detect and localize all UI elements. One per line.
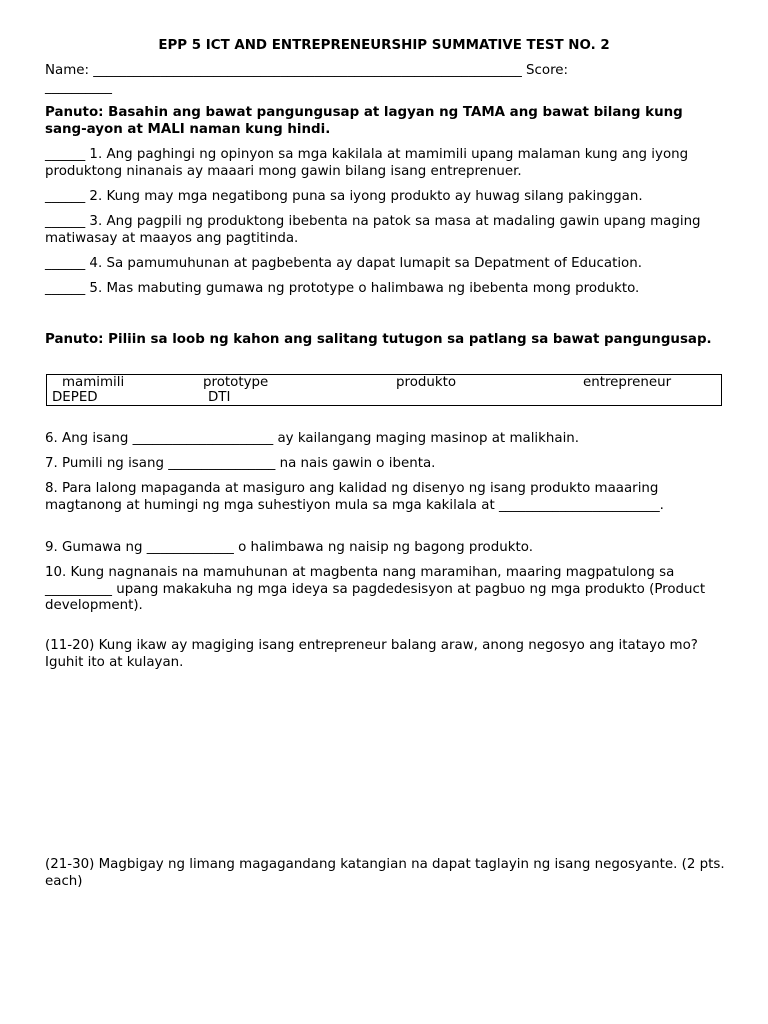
- word-entrepreneur: entrepreneur: [583, 375, 672, 390]
- tf-item-2: ______ 2. Kung may mga negatibong puna sa iyong produkto ay huwag silang pakinggan.: [45, 189, 643, 204]
- tf-item-1: ______ 1. Ang paghingi ng opinyon sa mga kakilala at mamimili upang malaman kung ang iyong produktong ninanais ay maaari mong gawin bilang isang entreprenuer.: [45, 147, 689, 179]
- fill-item-10: 10. Kung nagnanais na mamuhunan at magbenta nang maramihan, maaring magpatulong sa __________ upang makakuha ng mga ideya sa pagdedesisyon at pagbuo ng mga produkto (Product development).: [45, 565, 706, 613]
- word-dti: DTI: [208, 390, 231, 405]
- part2-instruction: Panuto: Piliin sa loob ng kahon ang salitang tutugon sa patlang sa bawat pangungusap.: [45, 332, 712, 347]
- word-deped: DEPED: [52, 390, 98, 405]
- page-title: EPP 5 ICT AND ENTREPRENEURSHIP SUMMATIVE TEST NO. 2: [158, 38, 610, 53]
- fill-item-9: 9. Gumawa ng _____________ o halimbawa ng naisip ng bagong produkto.: [45, 540, 533, 555]
- score-blank: __________: [45, 80, 112, 95]
- name-score-line: Name: ________________________________________________________________ Score:: [45, 63, 569, 78]
- word-mamimili: mamimili: [62, 375, 125, 390]
- tf-item-5: ______ 5. Mas mabuting gumawa ng prototype o halimbawa ng ibebenta mong produkto.: [45, 281, 640, 296]
- fill-item-7: 7. Pumili ng isang ________________ na nais gawin o ibenta.: [45, 456, 436, 471]
- part1-instruction: Panuto: Basahin ang bawat pangungusap at lagyan ng TAMA ang bawat bilang kung sang-ayon at MALI naman kung hindi.: [45, 105, 683, 137]
- essay-prompt: (21-30) Magbigay ng limang magagandang katangian na dapat taglayin ng isang negosyante. (2 pts. each): [45, 857, 725, 889]
- drawing-prompt: (11-20) Kung ikaw ay magiging isang entrepreneur balang araw, anong negosyo ang itatayo mo? Iguhit ito at kulayan.: [45, 638, 698, 670]
- tf-item-3: ______ 3. Ang pagpili ng produktong ibebenta na patok sa masa at madaling gawin upang maging matiwasay at maayos ang pagtitinda.: [45, 214, 701, 246]
- tf-item-4: ______ 4. Sa pamumuhunan at pagbebenta ay dapat lumapit sa Depatment of Education.: [45, 256, 642, 271]
- fill-item-8: 8. Para lalong mapaganda at masiguro ang kalidad ng disenyo ng isang produkto maaaring magtanong at humingi ng mga suhestiyon mula sa mga kakilala at ________________________.: [45, 481, 664, 513]
- word-produkto: produkto: [396, 375, 457, 390]
- word-prototype: prototype: [203, 375, 269, 390]
- word-box: [46, 374, 722, 406]
- fill-item-6: 6. Ang isang _____________________ ay kailangang maging masinop at malikhain.: [45, 431, 580, 446]
